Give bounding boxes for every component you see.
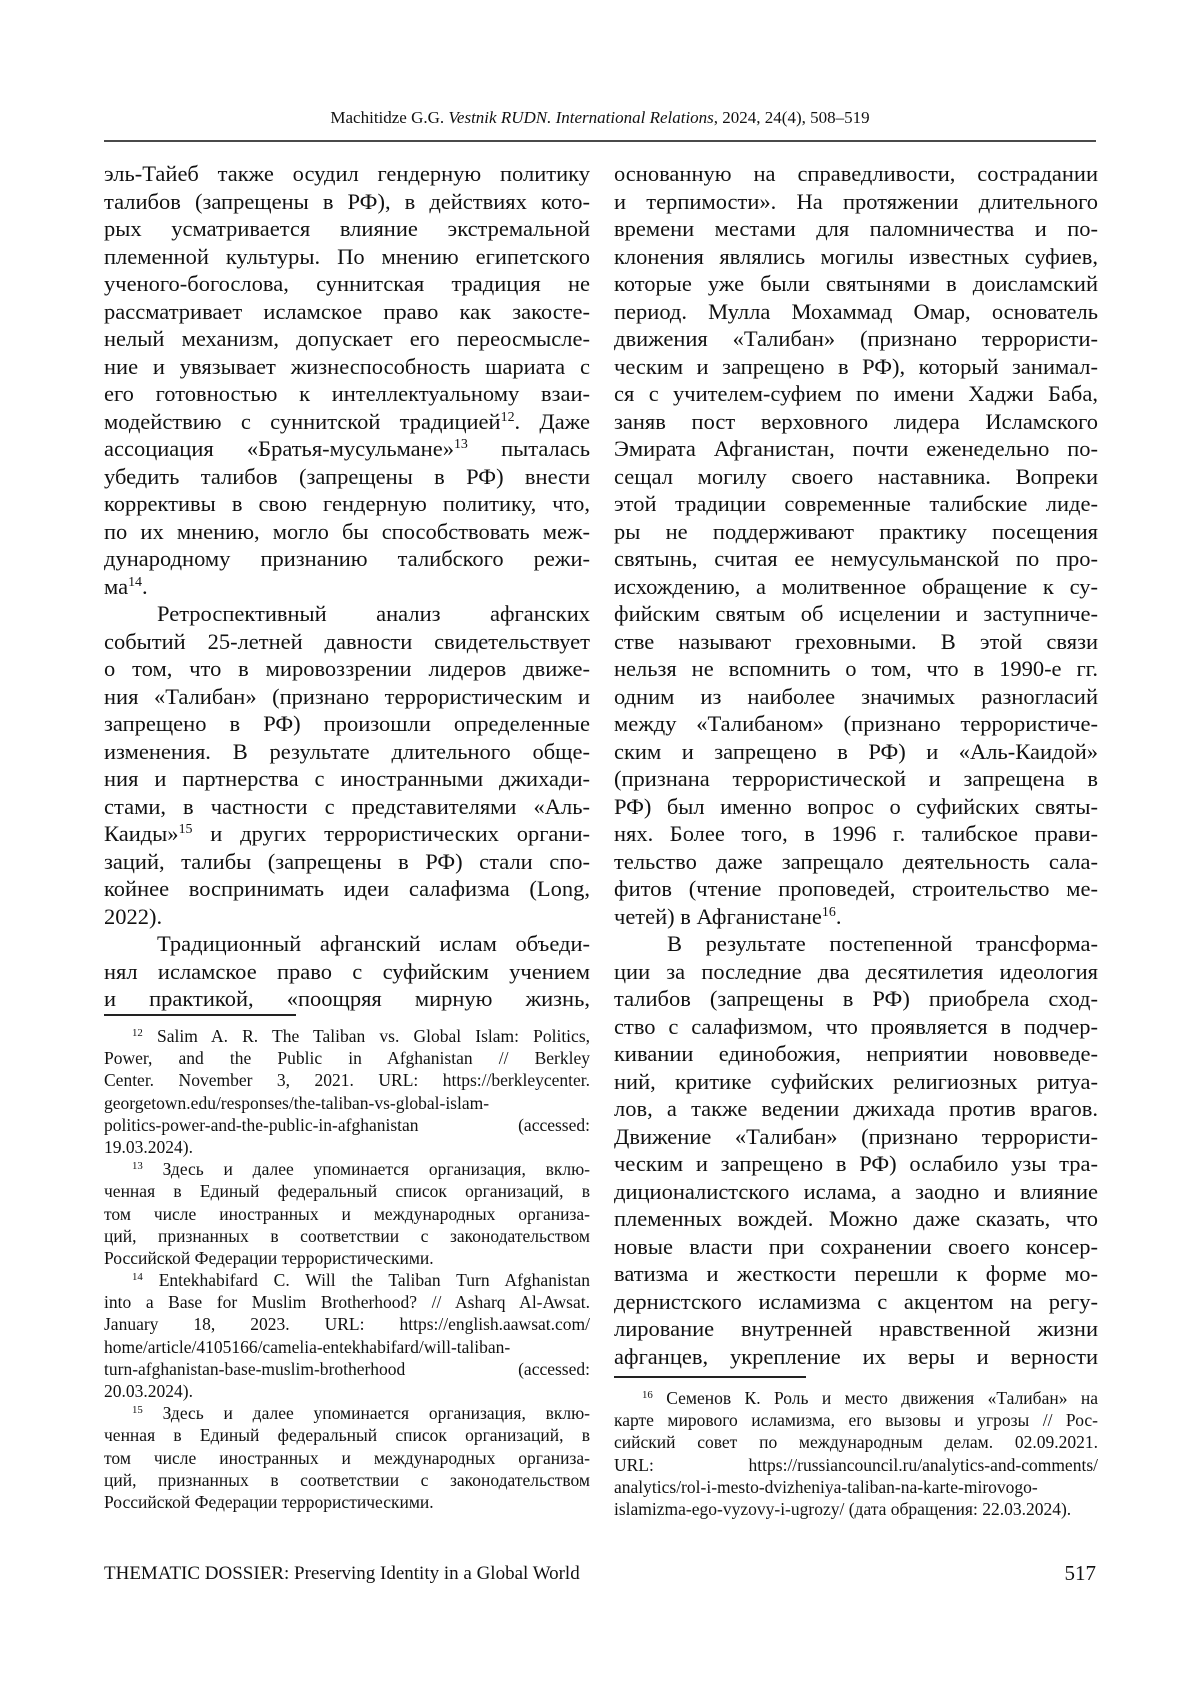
line-text: основанную на справедливости, сострадании <box>614 161 1098 186</box>
text-segment: Entekhabifard C. Will the Taliban Turn Afghanistan <box>143 1270 590 1290</box>
text-line <box>104 655 590 683</box>
footnote-line <box>104 1402 590 1424</box>
line-text: племенных вождей. Можно даже сказать, что <box>614 1206 1098 1231</box>
text-line <box>104 683 590 711</box>
footnote-line <box>104 1047 590 1069</box>
text-line <box>104 710 590 738</box>
running-header <box>104 108 1096 128</box>
text-line <box>104 628 590 656</box>
line-text: и практикой, «поощряя мирную жизнь, <box>104 986 590 1011</box>
footnote-line <box>104 1114 590 1136</box>
footnote <box>104 1025 590 1158</box>
text-line <box>614 188 1098 216</box>
text-line <box>104 463 590 491</box>
footnote-ref[interactable]: 14 <box>128 575 142 590</box>
line-text: нелый механизм, допускает его переосмысле- <box>104 326 590 351</box>
line-text: диционалистского ислама, а заодно и влияние <box>614 1179 1098 1204</box>
footnote-ref[interactable]: 13 <box>132 1160 143 1172</box>
text-line <box>614 985 1098 1013</box>
text-line <box>614 903 1098 931</box>
text-line <box>614 765 1098 793</box>
text-line <box>614 1205 1098 1233</box>
text-line <box>614 1013 1098 1041</box>
text-segment: Здесь и далее упоминается организация, вклю- <box>143 1159 590 1179</box>
text-line <box>614 270 1098 298</box>
line-text: ций, признанных в соответствии с законодательством <box>104 1470 590 1490</box>
text-line <box>614 215 1098 243</box>
footnote-rule-left <box>104 1014 296 1016</box>
line-text: into a Base for Muslim Brotherhood? // Asharq Al-Awsat. <box>104 1292 590 1312</box>
line-text: ческим и запрещено в РФ) ослабило узы тра- <box>614 1151 1098 1176</box>
page-number: 517 <box>1065 1561 1097 1585</box>
footnote-line <box>104 1069 590 1091</box>
footnote-line <box>104 1313 590 1335</box>
footnote-line <box>104 1291 590 1313</box>
text-line <box>104 408 590 436</box>
line-text: лов, а также ведении джихада против врагов. <box>614 1096 1098 1121</box>
line-text: В результате постепенной трансформа- <box>667 931 1098 956</box>
header-rule <box>104 140 1096 142</box>
line-text: дернистского исламизма с акцентом на регу- <box>614 1289 1098 1314</box>
line-text: сийский совет по международным делам. 02.09.2021. <box>614 1432 1098 1452</box>
line-text: лирование внутренней нравственной жизни <box>614 1316 1098 1341</box>
text-segment: ма <box>104 574 128 599</box>
text-line <box>614 518 1098 546</box>
paragraph <box>104 600 590 930</box>
text-line <box>614 573 1098 601</box>
line-text: заций, талибы (запрещены в РФ) стали спо- <box>104 849 590 874</box>
line-text: ся с учителем-суфием по имени Хаджи Баба, <box>614 381 1098 406</box>
line-text: период. Мулла Мохаммад Омар, основатель <box>614 299 1098 324</box>
text-segment: пыталась <box>468 436 590 461</box>
text-line <box>614 930 1098 958</box>
header-authors: Machitidze G.G. <box>330 108 448 127</box>
text-line <box>614 435 1098 463</box>
line-text: тельство даже запрещало деятельность сала- <box>614 849 1098 874</box>
line-text: стве называют греховными. В этой связи <box>614 629 1098 654</box>
line-text: движения «Талибан» (признано террористи- <box>614 326 1098 351</box>
text-segment: модействию с суннитской традицией <box>104 409 501 434</box>
text-segment: Семенов К. Роль и место движения «Талибан» на <box>653 1388 1098 1408</box>
line-text: ции за последние два десятилетия идеология <box>614 959 1098 984</box>
text-line <box>104 325 590 353</box>
text-line <box>614 1233 1098 1261</box>
footnote-line <box>104 1025 590 1047</box>
line-text: 19.03.2024). <box>104 1137 193 1157</box>
text-segment: . <box>142 574 148 599</box>
line-text: новые власти при сохранении своего консер- <box>614 1234 1098 1259</box>
line-text: изменения. В результате длительного обще- <box>104 739 590 764</box>
line-text: ры не поддерживают практику посещения <box>614 519 1098 544</box>
line-text: islamizma-ego-vyzovy-i-ugrozy/ (дата обращения: 22.03.2024). <box>614 1499 1071 1519</box>
text-line <box>104 765 590 793</box>
line-text: Традиционный афганский ислам объеди- <box>157 931 590 956</box>
line-text: Движение «Талибан» (признано террористи- <box>614 1124 1098 1149</box>
footnote-line <box>614 1498 1098 1520</box>
text-line <box>614 1178 1098 1206</box>
text-line <box>614 1343 1098 1371</box>
text-line <box>104 738 590 766</box>
line-text: Российской Федерации террористическими. <box>104 1492 434 1512</box>
header-issue: , 2024, 24(4), 508–519 <box>714 108 870 127</box>
line-text: (признана террористической и запрещена в <box>614 766 1098 791</box>
text-line <box>104 435 590 463</box>
text-line <box>614 298 1098 326</box>
text-line <box>104 545 590 573</box>
text-line <box>614 600 1098 628</box>
footnote <box>104 1158 590 1269</box>
text-line <box>614 545 1098 573</box>
line-text: по их мнению, могло бы способствовать меж- <box>104 519 590 544</box>
line-text: нях. Более того, в 1996 г. талибское прави- <box>614 821 1098 846</box>
line-text: ций, признанных в соответствии с законодательством <box>104 1226 590 1246</box>
text-line <box>104 298 590 326</box>
line-text: времени местами для паломничества и по- <box>614 216 1098 241</box>
text-line <box>614 1288 1098 1316</box>
text-line <box>614 1315 1098 1343</box>
footnote-line <box>104 1203 590 1225</box>
footnote-line <box>104 1358 590 1380</box>
text-line <box>104 903 590 931</box>
footnote-line <box>104 1225 590 1247</box>
line-text: клонения являлись могилы известных суфиев, <box>614 244 1098 269</box>
text-segment: четей) в Афганистане <box>614 904 822 929</box>
footnote-line <box>104 1447 590 1469</box>
line-text: politics-power-and-the-public-in-afghanistan (accessed: <box>104 1115 590 1135</box>
line-text: койнее воспринимать идеи салафизма (Long, <box>104 876 590 901</box>
footnote-line <box>104 1269 590 1291</box>
text-line <box>614 1260 1098 1288</box>
text-line <box>614 710 1098 738</box>
footnote-line <box>104 1247 590 1269</box>
line-text: 2022). <box>104 904 162 929</box>
line-text: рассматривает исламское право как закосте- <box>104 299 590 324</box>
text-line <box>614 463 1098 491</box>
text-line <box>104 930 590 958</box>
line-text: сещал могилу своего наставника. Вопреки <box>614 464 1098 489</box>
line-text: URL: https://russiancouncil.ru/analytics-and-comments/ <box>614 1455 1098 1475</box>
footnote-line <box>104 1424 590 1446</box>
text-line <box>614 628 1098 656</box>
footnote-line <box>614 1387 1098 1409</box>
line-text: дународному признанию талибского режи- <box>104 546 590 571</box>
text-line <box>614 408 1098 436</box>
footnote-ref[interactable]: 14 <box>132 1271 143 1283</box>
text-line <box>104 820 590 848</box>
line-text: turn-afghanistan-base-muslim-brotherhood (accessed: <box>104 1359 590 1379</box>
text-segment: Salim A. R. The Taliban vs. Global Islam: Politics, <box>143 1026 590 1046</box>
line-text: georgetown.edu/responses/the-taliban-vs-global-islam- <box>104 1093 489 1113</box>
line-text: home/article/4105166/camelia-entekhabifard/will-taliban- <box>104 1337 510 1357</box>
text-line <box>104 518 590 546</box>
footnote-line <box>614 1409 1098 1431</box>
line-text: ученого-богослова, суннитская традиция не <box>104 271 590 296</box>
text-segment: Каиды» <box>104 821 179 846</box>
text-line <box>104 243 590 271</box>
text-segment: ассоциация «Братья-мусульмане» <box>104 436 454 461</box>
text-line <box>614 958 1098 986</box>
line-text: между «Талибаном» (признано террористиче- <box>614 711 1098 736</box>
line-text: ство с салафизмом, что проявляется в подчер- <box>614 1014 1098 1039</box>
line-text: кивании единобожия, неприятии нововведе- <box>614 1041 1098 1066</box>
line-text: этой традиции современные талибские лиде- <box>614 491 1098 516</box>
line-text: событий 25-летней давности свидетельствует <box>104 629 590 654</box>
footnote-line <box>104 1491 590 1513</box>
line-text: analytics/rol-i-mesto-dvizheniya-taliban-na-karte-mirovogo- <box>614 1477 1038 1497</box>
line-text: 20.03.2024). <box>104 1381 193 1401</box>
line-text: рых усматривается влияние экстремальной <box>104 216 590 241</box>
text-line <box>614 793 1098 821</box>
text-line <box>614 1150 1098 1178</box>
text-line <box>614 380 1098 408</box>
text-line <box>614 325 1098 353</box>
line-text: ние и увязывает жизнеспособность шариата с <box>104 354 590 379</box>
line-text: РФ) был именно вопрос о суфийских святы- <box>614 794 1098 819</box>
text-line <box>614 353 1098 381</box>
line-text: заняв пост верховного лидера Исламского <box>614 409 1098 434</box>
footnote-line <box>614 1454 1098 1476</box>
line-text: ским и запрещено в РФ) и «Аль-Каидой» <box>614 739 1098 764</box>
line-text: January 18, 2023. URL: https://english.aawsat.com/ <box>104 1314 590 1334</box>
text-line <box>614 738 1098 766</box>
left-footnotes <box>104 1025 590 1513</box>
text-line <box>614 1040 1098 1068</box>
line-text: том числе иностранных и международных организа- <box>104 1448 590 1468</box>
footnote-rule-right <box>614 1376 806 1378</box>
right-footnotes <box>614 1387 1098 1520</box>
line-text: эль-Тайеб также осудил гендерную политику <box>104 161 590 186</box>
text-line <box>614 683 1098 711</box>
footnote-line <box>104 1380 590 1402</box>
footnote <box>104 1402 590 1513</box>
paragraph <box>104 930 590 1013</box>
line-text: ватизма и жесткости перешли к форме мо- <box>614 1261 1098 1286</box>
footnote-line <box>614 1476 1098 1498</box>
line-text: талибов (запрещены в РФ) приобрела сход- <box>614 986 1098 1011</box>
text-segment: . Даже <box>515 409 590 434</box>
line-text: Ретроспективный анализ афганских <box>157 601 590 626</box>
footer-section-title: THEMATIC DOSSIER: Preserving Identity in a Global World <box>104 1563 580 1585</box>
line-text: ния «Талибан» (признано террористическим и <box>104 684 590 709</box>
line-text: фитов (чтение проповедей, строительство ме- <box>614 876 1098 901</box>
left-column <box>104 160 590 1013</box>
line-text: Эмирата Афганистан, почти еженедельно по- <box>614 436 1098 461</box>
text-line <box>614 875 1098 903</box>
paragraph <box>614 160 1098 930</box>
text-line <box>614 655 1098 683</box>
line-text: Российской Федерации террористическими. <box>104 1248 434 1268</box>
text-line <box>104 353 590 381</box>
line-text: ченная в Единый федеральный список организаций, в <box>104 1425 590 1445</box>
text-line <box>614 160 1098 188</box>
footnote-ref[interactable]: 16 <box>642 1389 653 1401</box>
line-text: племенной культуры. По мнению египетского <box>104 244 590 269</box>
line-text: стами, в частности с представителями «Аль- <box>104 794 590 819</box>
text-line <box>104 490 590 518</box>
text-line <box>104 573 590 601</box>
line-text: запрещено в РФ) произошли определенные <box>104 711 590 736</box>
line-text: исхождению, а молитвенное обращение к су- <box>614 574 1098 599</box>
line-text: его готовностью к интеллектуальному взаи- <box>104 381 590 406</box>
text-line <box>614 1095 1098 1123</box>
text-segment: и других террористических органи- <box>193 821 591 846</box>
footnote-line <box>104 1336 590 1358</box>
text-line <box>104 380 590 408</box>
footnote-line <box>104 1180 590 1202</box>
text-line <box>614 820 1098 848</box>
line-text: коррективы в свою гендерную политику, что, <box>104 491 590 516</box>
text-line <box>104 985 590 1013</box>
line-text: ния и партнерства с иностранными джихади- <box>104 766 590 791</box>
text-line <box>104 848 590 876</box>
footnote-ref[interactable]: 12 <box>132 1027 143 1039</box>
line-text: и терпимости». На протяжении длительного <box>614 189 1098 214</box>
line-text: святынь, считая ее немусульманской по про- <box>614 546 1098 571</box>
text-line <box>104 600 590 628</box>
header-journal: Vestnik RUDN. International Relations <box>448 108 713 127</box>
footnote-ref[interactable]: 15 <box>179 822 193 837</box>
line-text: нял исламское право с суфийским учением <box>104 959 590 984</box>
footnote-line <box>104 1136 590 1158</box>
text-line <box>614 1123 1098 1151</box>
line-text: о том, что в мировоззрении лидеров движе- <box>104 656 590 681</box>
footnote-ref[interactable]: 12 <box>501 410 515 425</box>
footnote <box>104 1269 590 1402</box>
footnote-ref[interactable]: 16 <box>822 905 836 920</box>
line-text: нельзя не вспомнить о том, что в 1990-е гг. <box>614 656 1098 681</box>
text-line <box>104 875 590 903</box>
text-line <box>614 1068 1098 1096</box>
text-line <box>104 215 590 243</box>
text-segment: Здесь и далее упоминается организация, вклю- <box>143 1403 590 1423</box>
footnote-ref[interactable]: 13 <box>454 437 468 452</box>
line-text: которые уже были святынями в доисламский <box>614 271 1098 296</box>
footnote-line <box>614 1431 1098 1453</box>
line-text: убедить талибов (запрещены в РФ) внести <box>104 464 590 489</box>
line-text: одним из наиболее значимых разногласий <box>614 684 1098 709</box>
text-line <box>104 188 590 216</box>
line-text: ческим и запрещено в РФ), который занимал- <box>614 354 1098 379</box>
footnote <box>614 1387 1098 1520</box>
line-text: Center. November 3, 2021. URL: https://berkleycenter. <box>104 1070 590 1090</box>
text-line <box>104 958 590 986</box>
line-text: фийским святым об исцелении и заступниче- <box>614 601 1098 626</box>
footnote-line <box>104 1158 590 1180</box>
line-text: афганцев, укрепление их веры и верности <box>614 1344 1098 1369</box>
text-line <box>614 243 1098 271</box>
text-line <box>614 490 1098 518</box>
text-line <box>104 160 590 188</box>
text-line <box>104 270 590 298</box>
line-text: карте мирового исламизма, его вызовы и угрозы // Рос- <box>614 1410 1098 1430</box>
line-text: том числе иностранных и международных организа- <box>104 1204 590 1224</box>
footnote-line <box>104 1092 590 1114</box>
line-text: талибов (запрещены в РФ), в действиях кото- <box>104 189 590 214</box>
paragraph <box>104 160 590 600</box>
footnote-ref[interactable]: 15 <box>132 1404 143 1416</box>
text-line <box>614 848 1098 876</box>
paragraph <box>614 930 1098 1370</box>
text-segment: . <box>836 904 842 929</box>
right-column <box>614 160 1098 1370</box>
line-text: ний, критике суфийских религиозных ритуа- <box>614 1069 1098 1094</box>
footnote-line <box>104 1469 590 1491</box>
text-line <box>104 793 590 821</box>
line-text: ченная в Единый федеральный список организаций, в <box>104 1181 590 1201</box>
line-text: Power, and the Public in Afghanistan // Berkley <box>104 1048 590 1068</box>
